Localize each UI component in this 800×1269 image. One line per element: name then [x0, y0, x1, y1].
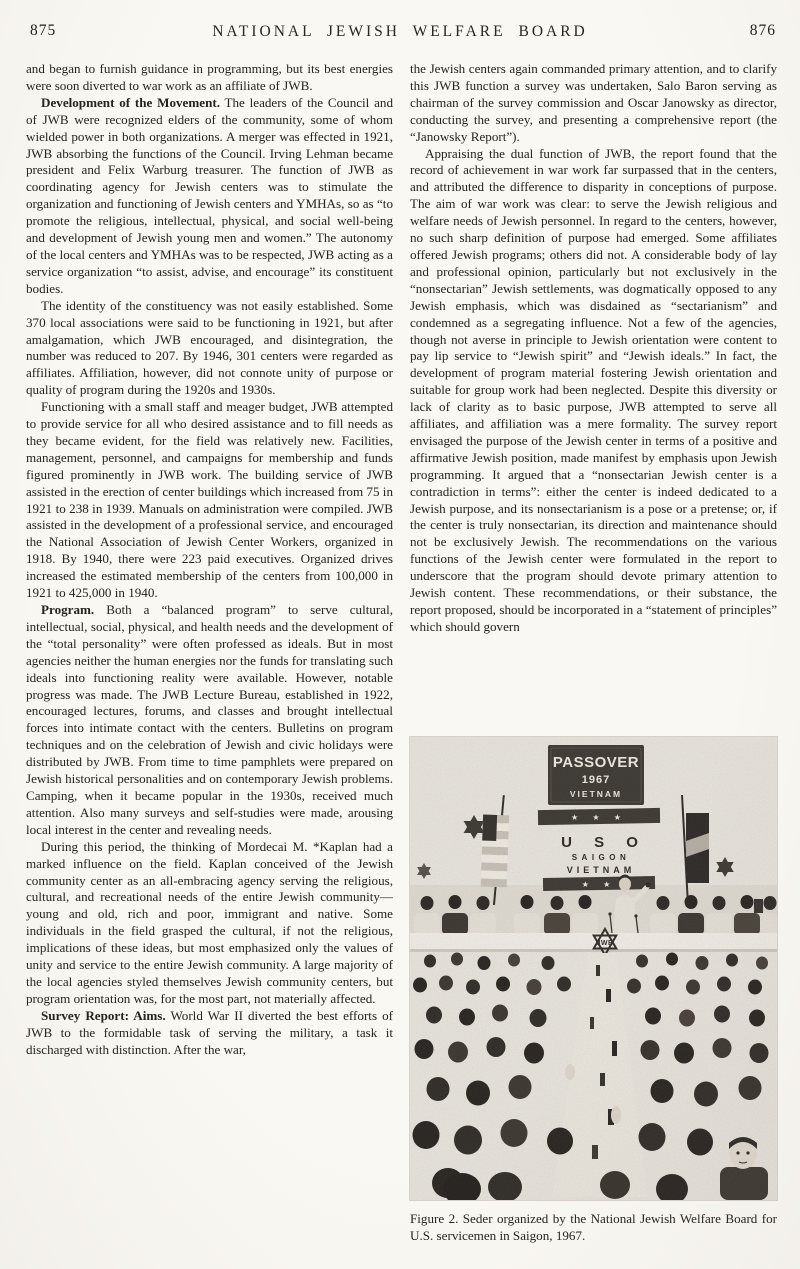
paragraph-text: The identity of the constituency was not easily established. Some 370 local associations were said to be functioning in 1921, but after amalgamation, which JWB encouraged, and disintegration, the number was reduced to 207. By 1946, 301 centers were regarded as affiliates. Affiliation, however, did not connote unity of purpose or quality of program during the 1920s and 1930s.: [26, 297, 393, 398]
paragraph: [26, 602, 393, 839]
paragraph: [26, 399, 393, 602]
seder-photograph: [410, 737, 777, 1200]
paragraph: [26, 839, 393, 1008]
paragraph: [26, 298, 393, 399]
paragraph-text: Appraising the dual function of JWB, the report found that the record of achievement in war work far surpassed that in the centers, and attributed the difference to disparity in conceptions of purpose. The aim of war work was clear: to serve the Jewish religious and welfare needs of Jewish personnel. In regard to the centers, however, no such sharp definition of purpose had emerged. Some affiliates offered Jewish programs; others did not. A considerable body of lay and professional opinion, particularly but not exclusively in the “nonsectarian” Jewish settlements, was dogmatically opposed to any Jewish emphasis, which was disdained as “sectarianism” and condemned as a segregating influence. Not a few of the agencies, though not averse in principle to Jewish orientation were content to pay lip service to “Jewish spirit” and “Jewish ideals.” In fact, the development of program material fostering Jewish orientation and suitable for group work had been neglected. Despite this diversity or lack of clarity as to basic purpose, JWB attempted to serve all affiliates, and affiliation was a mere formality. The survey report envisaged the purpose of the Jewish center in terms of a positive and affirmative Jewish position, made manifest by emphasis upon Jewish programming. It argued that a “nonsectarian Jewish center is a contradiction in terms”: either the center is indeed dedicated to a Jewish purpose, and its nonsectarianism is a pose or a pretense; or, if the center is truly nonsectarian, its direction and maintenance should not be exclusively Jewish. The recommendations on the various functions of the Jewish center were formulated in the report to underscore that the program should devote primary attention to Jewish content. These recommendations, or their substance, the report proposed, should be incorporated in a “statement of principles” which should govern: [410, 145, 777, 634]
grain-overlay: [410, 737, 777, 1200]
paragraph-text: During this period, the thinking of Mordecai M. *Kaplan had a marked influence on the field. Kaplan conceived of the Jewish community center as an all-embracing agency serving the religious, cultural, and recreational needs of the entire Jewish community—young and old, rich and poor, immigrant and native. Some individuals in the field grasped the cultural, if not the religious, implications of these ideas, but most emphasized only the values of unity and service to the entire Jewish community. A large majority of the local agencies styled themselves Jewish community centers, but program orientation was, for the most part, not materially affected.: [26, 838, 393, 1006]
page-title: NATIONAL JEWISH WELFARE BOARD: [212, 23, 588, 40]
section-lead: Program.: [41, 602, 95, 617]
left-column: [26, 61, 393, 1251]
paragraph: [410, 61, 777, 146]
paragraph-text: Functioning with a small staff and meager budget, JWB attempted to provide service for all who desired assistance and to fill needs as they became evident, for the field was relatively new. Facilities, management, personnel, and campaigns for membership and funds figured prominently in JWB work. The building service of JWB assisted in the erection of center buildings which increased from 75 in 1921 to 238 in 1939. Manuals on administration were compiled. JWB assisted in the development of a professional service, and encouraged the National Association of Jewish Center Workers, organized in 1918. By 1940, there were 223 paid executives. Organized drives increased the estimated membership of the centers from 100,000 in 1921 to 425,000 in 1940.: [26, 399, 393, 601]
paragraph: [410, 146, 777, 636]
paragraph: [26, 61, 393, 95]
paragraph-text: World War II diverted the best efforts of JWB to the formidable task of serving the military, a task it discharged with distinction. After the war,: [26, 1007, 393, 1057]
paragraph: [26, 95, 393, 298]
paragraph-text: The leaders of the Council and of JWB were recognized elders of the community, some of whom wielded power in both organizations. A merger was effected in 1921, JWB absorbing the functions of the Council. Irving Lehman became president and Felix Warburg treasurer. The function of JWB as coordinating agency for Jewish centers was to stimulate the organization and functioning of Jewish centers and YMHAs, so as “to promote the religious, intellectual, physical, and social well-being and development of Jewish young men and women.” The autonomy of the local centers and YMHAs was to be respected, JWB acting as a service organization “to assist, advise, and encourage” its constituent bodies.: [26, 94, 393, 296]
paragraph-text: Both a “balanced program” to serve cultural, intellectual, social, physical, and health needs and the development of the “total personality” were often professed as ideals. But in most agencies neither the human energies nor the funds for translating such ideals into functioning reality were available. However, notable progress was made. The JWB Lecture Bureau, established in 1922, encouraged lectures, forums, and classes and brought intellectual forces into intimate contact with the centers. Bulletins on program techniques and on the celebration of Jewish and civic holidays were distributed by JWB. From time to time pamphlets were prepared on Jewish historical personalities and on contemporary Jewish problems. Camping, when it became popular in the 1930s, received much attention. Also many surveys and self-studies were made, arousing local interest in the center and revealing needs.: [26, 602, 393, 837]
page-number-right: 876: [749, 22, 776, 39]
section-lead: Survey Report: Aims.: [41, 1007, 166, 1023]
right-column: [410, 61, 777, 739]
figure-2: [410, 737, 777, 1244]
section-lead: Development of the Movement.: [41, 94, 220, 110]
paragraph-text: the Jewish centers again commanded primary attention, and to clarify this JWB function a survey was undertaken, Salo Baron serving as chairman of the survey commission and Oscar Janowsky as director, conducting the survey, and presenting a comprehensive report (the “Janowsky Report”).: [410, 61, 777, 144]
figure-caption: Figure 2. Seder organized by the National Jewish Welfare Board for U.S. servicemen in Saigon, 1967.: [410, 1211, 777, 1243]
page-header: [0, 22, 800, 46]
paragraph-text: and began to furnish guidance in programming, but its best energies were soon diverted to war work as an affiliate of JWB.: [26, 61, 393, 93]
paragraph: [26, 1008, 393, 1059]
page-number-left: 875: [30, 22, 57, 39]
